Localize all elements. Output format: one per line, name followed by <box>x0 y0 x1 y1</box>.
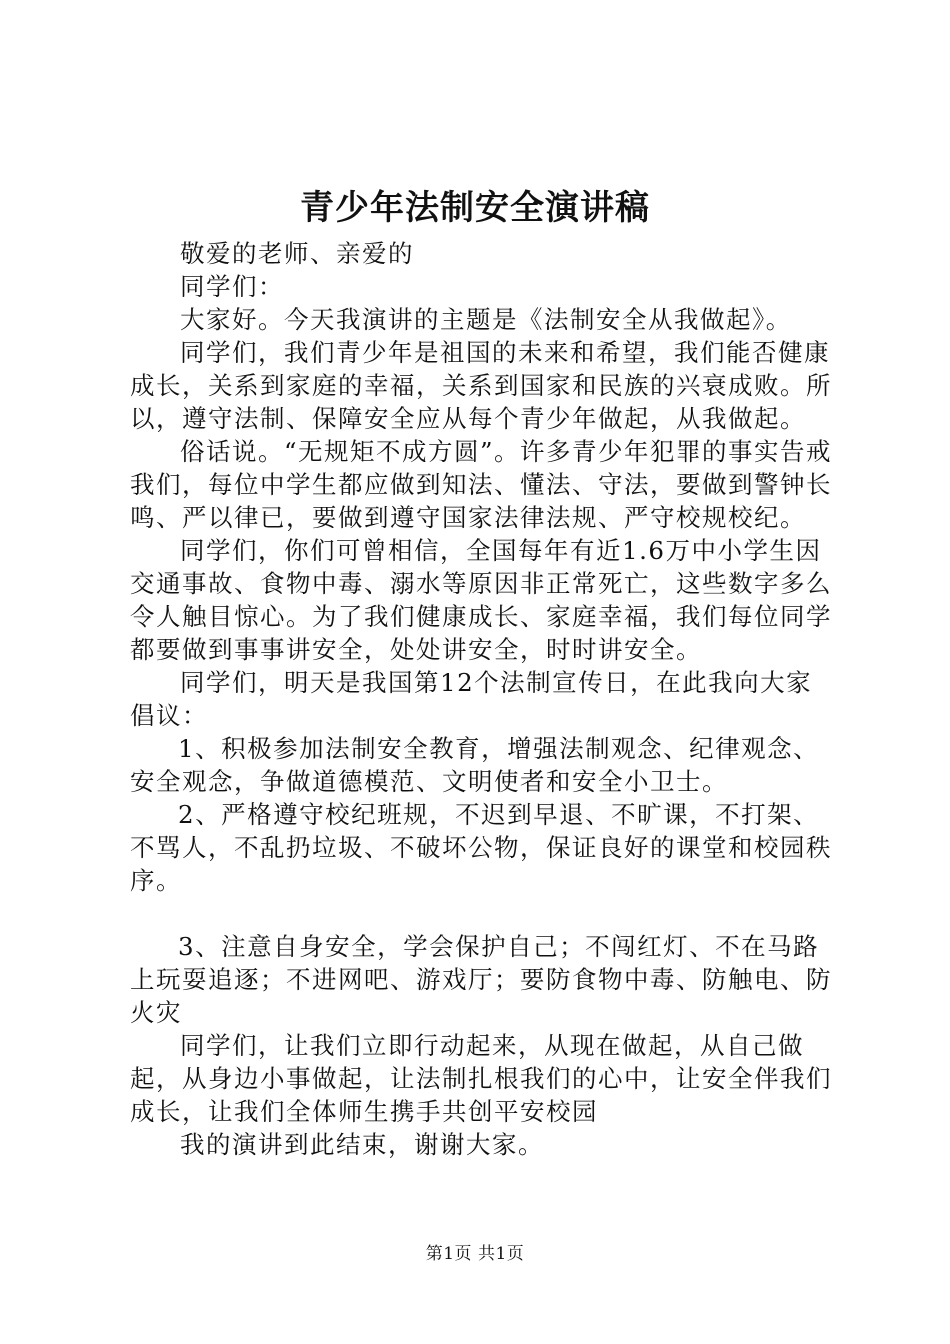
paragraph: 大家好。今天我演讲的主题是《法制安全从我做起》。 <box>180 305 792 334</box>
closing-paragraph: 我的演讲到此结束，谢谢大家。 <box>180 1130 544 1159</box>
list-item: 3、注意自身安全，学会保护自己；不闯红灯、不在马路上玩耍追逐；不进网吧、游戏厅；要防食物中毒、防触电、防火灾 <box>130 932 832 1027</box>
list-item: 2、严格遵守校纪班规，不迟到早退、不旷课，不打架、不骂人，不乱扔垃圾、不破坏公物，保证良好的课堂和校园秩序。 <box>130 800 832 895</box>
closing-paragraph: 同学们，让我们立即行动起来，从现在做起，从自己做起，从身边小事做起，让法制扎根我们的心中，让安全伴我们成长，让我们全体师生携手共创平安校园 <box>130 1031 832 1126</box>
list-item: 1、积极参加法制安全教育，增强法制观念、纪律观念、安全观念，争做道德模范、文明使者和安全小卫士。 <box>130 734 820 796</box>
greeting-line-1: 敬爱的老师、亲爱的 <box>180 239 414 268</box>
greeting-line-2: 同学们： <box>180 272 284 301</box>
paragraph: 同学们，你们可曾相信，全国每年有近1.6万中小学生因交通事故、食物中毒、溺水等原因非正常死亡，这些数字多么令人触目惊心。为了我们健康成长、家庭幸福，我们每位同学都要做到事事讲安全，处处讲安全，时时讲安全。 <box>130 536 832 664</box>
paragraph: 同学们，我们青少年是祖国的未来和希望，我们能否健康成长，关系到家庭的幸福，关系到国家和民族的兴衰成败。所以，遵守法制、保障安全应从每个青少年做起，从我做起。 <box>130 338 832 433</box>
page-footer: 第1页 共1页 <box>425 1244 525 1264</box>
paragraph: 同学们，明天是我国第12个法制宣传日，在此我向大家倡议： <box>130 668 813 730</box>
document-title: 青少年法制安全演讲稿 <box>300 188 650 228</box>
document-body <box>130 237 835 1161</box>
blank-line <box>130 897 835 930</box>
paragraph: 俗话说。“无规矩不成方圆”。许多青少年犯罪的事实告戒我们，每位中学生都应做到知法、懂法、守法，要做到警钟长鸣、严以律已，要做到遵守国家法律法规、严守校规校纪。 <box>130 437 833 532</box>
